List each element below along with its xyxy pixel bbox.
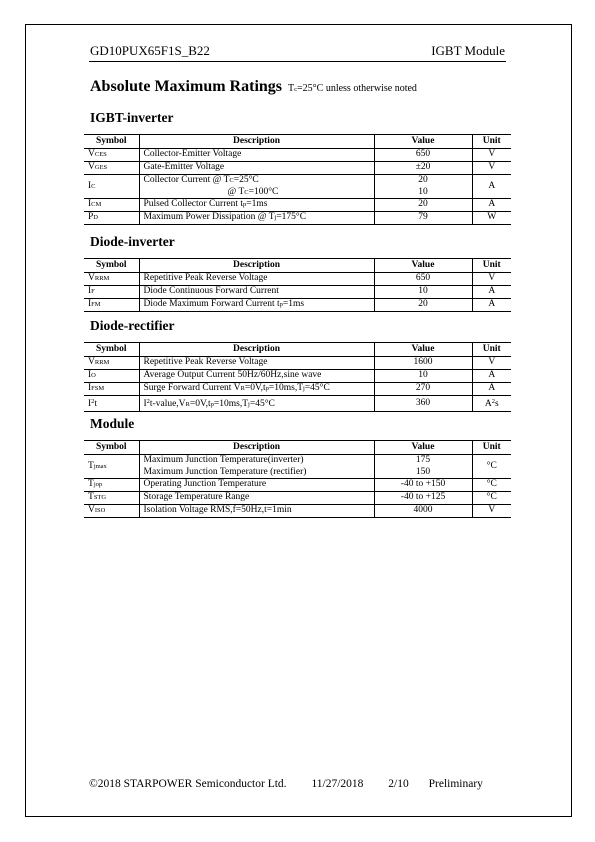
section-title-diode-inverter: Diode-inverter <box>90 234 175 249</box>
title-main: Absolute Maximum Ratings <box>90 78 283 95</box>
unit-cell: V <box>472 357 511 370</box>
description-cell: Storage Temperature Range <box>139 492 374 505</box>
description-cell: Isolation Voltage RMS,f=50Hz,t=1min <box>139 505 374 518</box>
description-cell: Pulsed Collector Current tp=1ms <box>139 199 374 212</box>
symbol-cell: VISO <box>84 505 139 518</box>
unit-cell: W <box>472 212 511 225</box>
unit-cell: V <box>472 162 511 175</box>
table-row <box>84 273 511 286</box>
unit-cell: V <box>472 273 511 286</box>
table-row <box>84 479 511 492</box>
value-cell: -40 to +150 <box>374 479 472 492</box>
description-cell: Maximum Power Dissipation @ Tj=175°C <box>139 212 374 225</box>
title-condition: Tc=25°C unless otherwise noted <box>288 83 417 94</box>
value-cell: 175 150 <box>374 455 472 479</box>
col-description: Description <box>139 343 374 357</box>
value-cell: 650 <box>374 149 472 162</box>
unit-cell: $A^2s$ <box>472 396 511 412</box>
col-unit: Unit <box>472 135 511 149</box>
table-header <box>84 135 511 149</box>
description-cell: Gate-Emitter Voltage <box>139 162 374 175</box>
table-row <box>84 455 511 479</box>
footer-date: 11/27/2018 <box>311 778 364 790</box>
col-description: Description <box>139 441 374 455</box>
col-symbol: Symbol <box>84 343 139 357</box>
table-diode-inverter <box>84 258 511 312</box>
symbol-cell: $I^2t$ <box>84 396 139 412</box>
col-unit: Unit <box>472 343 511 357</box>
table-row <box>84 286 511 299</box>
value-cell: 10 <box>374 286 472 299</box>
symbol-cell: VRRM <box>84 357 139 370</box>
symbol-cell: IF <box>84 286 139 299</box>
col-value: Value <box>374 343 472 357</box>
value-cell: 650 <box>374 273 472 286</box>
symbol-cell: Tjmax <box>84 455 139 479</box>
value-cell: 79 <box>374 212 472 225</box>
col-unit: Unit <box>472 441 511 455</box>
unit-cell: A <box>472 175 511 199</box>
table-diode-rectifier <box>84 342 511 412</box>
table-header <box>84 259 511 273</box>
table-row <box>84 383 511 396</box>
table-row <box>84 162 511 175</box>
description-cell: Operating Junction Temperature <box>139 479 374 492</box>
symbol-cell: IC <box>84 175 139 199</box>
value-cell: 1600 <box>374 357 472 370</box>
description-cell: Maximum Junction Temperature(inverter) Maximum Junction Temperature (rectifier) <box>139 455 374 479</box>
symbol-cell: IFSM <box>84 383 139 396</box>
symbol-cell: VGES <box>84 162 139 175</box>
symbol-cell: IO <box>84 370 139 383</box>
value-cell: 360 <box>374 396 472 412</box>
col-symbol: Symbol <box>84 135 139 149</box>
table-row <box>84 149 511 162</box>
unit-cell: V <box>472 505 511 518</box>
table-header <box>84 441 511 455</box>
table-row <box>84 299 511 312</box>
symbol-cell: VCES <box>84 149 139 162</box>
value-cell: 10 <box>374 370 472 383</box>
table-igbt <box>84 134 511 225</box>
part-number: GD10PUX65F1S_B22 <box>90 43 210 58</box>
value-cell: 20 10 <box>374 175 472 199</box>
col-value: Value <box>374 259 472 273</box>
table-module <box>84 440 511 518</box>
description-cell: Collector-Emitter Voltage <box>139 149 374 162</box>
footer-page: 2/10 <box>388 778 409 790</box>
description-cell: Diode Continuous Forward Current <box>139 286 374 299</box>
col-unit: Unit <box>472 259 511 273</box>
unit-cell: °C <box>472 479 511 492</box>
value-cell: 20 <box>374 299 472 312</box>
col-description: Description <box>139 135 374 149</box>
footer-copyright: ©2018 STARPOWER Semiconductor Ltd. <box>89 778 287 790</box>
col-description: Description <box>139 259 374 273</box>
footer-status: Preliminary <box>428 778 483 790</box>
symbol-cell: VRRM <box>84 273 139 286</box>
table-row <box>84 370 511 383</box>
description-cell: Repetitive Peak Reverse Voltage <box>139 273 374 286</box>
symbol-cell: TSTG <box>84 492 139 505</box>
page-header <box>89 43 506 62</box>
col-symbol: Symbol <box>84 259 139 273</box>
unit-cell: A <box>472 199 511 212</box>
col-value: Value <box>374 441 472 455</box>
description-cell: Surge Forward Current VR=0V,tp=10ms,Tj=45°C <box>139 383 374 396</box>
page-title <box>90 78 417 96</box>
table-row <box>84 396 511 412</box>
unit-cell: °C <box>472 492 511 505</box>
symbol-cell: PD <box>84 212 139 225</box>
col-symbol: Symbol <box>84 441 139 455</box>
symbol-cell: ICM <box>84 199 139 212</box>
value-cell: 270 <box>374 383 472 396</box>
unit-cell: A <box>472 370 511 383</box>
description-cell: Diode Maximum Forward Current tp=1ms <box>139 299 374 312</box>
description-cell: Repetitive Peak Reverse Voltage <box>139 357 374 370</box>
value-cell: 4000 <box>374 505 472 518</box>
section-title-igbt: IGBT-inverter <box>90 110 174 125</box>
symbol-cell: Tjop <box>84 479 139 492</box>
description-cell: Average Output Current 50Hz/60Hz,sine wave <box>139 370 374 383</box>
table-row <box>84 492 511 505</box>
table-row <box>84 175 511 199</box>
value-cell: -40 to +125 <box>374 492 472 505</box>
col-value: Value <box>374 135 472 149</box>
unit-cell: V <box>472 149 511 162</box>
page-footer <box>89 778 483 790</box>
table-row <box>84 212 511 225</box>
unit-cell: A <box>472 299 511 312</box>
description-cell: Collector Current @ TC=25°C @ TC=100°C <box>139 175 374 199</box>
section-title-diode-rectifier: Diode-rectifier <box>90 318 175 333</box>
value-cell: 20 <box>374 199 472 212</box>
unit-cell: A <box>472 383 511 396</box>
unit-cell: A <box>472 286 511 299</box>
table-header <box>84 343 511 357</box>
table-row <box>84 357 511 370</box>
section-title-module: Module <box>90 416 135 431</box>
description-cell: $I^2t-value,VR=0V,tp=10ms,Tj=45^\circ C$ <box>139 396 374 412</box>
module-type: IGBT Module <box>431 43 505 58</box>
table-row <box>84 505 511 518</box>
value-cell: ±20 <box>374 162 472 175</box>
symbol-cell: IFM <box>84 299 139 312</box>
table-row <box>84 199 511 212</box>
unit-cell: °C <box>472 455 511 479</box>
